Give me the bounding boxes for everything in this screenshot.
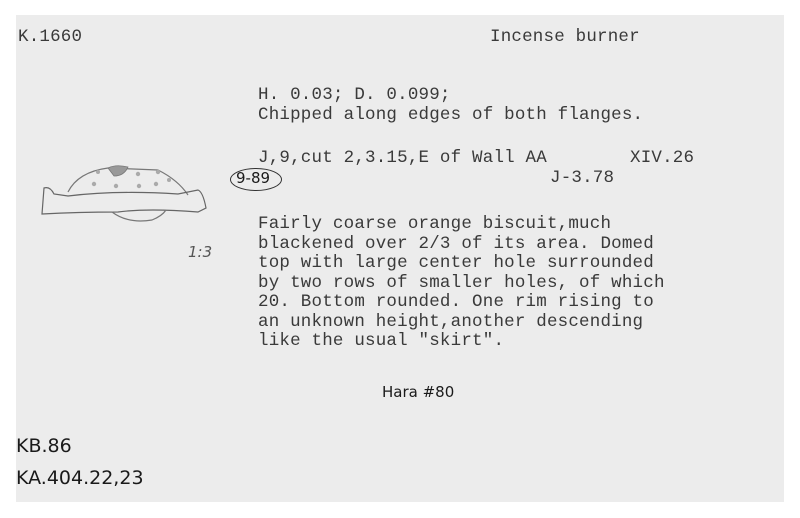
description-line: 20. Bottom rounded. One rim rising to bbox=[258, 292, 654, 312]
context-code: XIV.26 bbox=[630, 148, 695, 168]
catalog-number: K.1660 bbox=[18, 27, 83, 47]
findspot: J,9,cut 2,3.15,E of Wall AA bbox=[258, 148, 547, 168]
incense-burner-sketch-icon bbox=[28, 160, 218, 240]
description bbox=[258, 215, 665, 352]
description-line: blackened over 2/3 of its area. Domed bbox=[258, 233, 654, 254]
ref-ka: KA.404.22,23 bbox=[16, 467, 144, 489]
description-line: by two rows of smaller holes, of which bbox=[258, 272, 665, 293]
object-type: Incense burner bbox=[490, 27, 640, 47]
catalog-card bbox=[16, 15, 784, 502]
photo-ref: J-3.78 bbox=[550, 168, 615, 188]
description-line: Fairly coarse orange biscuit,much bbox=[258, 214, 612, 234]
dimensions: H. 0.03; D. 0.099; bbox=[258, 85, 451, 105]
condition: Chipped along edges of both flanges. bbox=[258, 105, 644, 125]
description-line: like the usual "skirt". bbox=[258, 331, 505, 351]
sketch-scale: 1:3 bbox=[188, 243, 213, 261]
handwritten-note: Hara #80 bbox=[382, 383, 455, 401]
description-line: top with large center hole surrounded bbox=[258, 253, 654, 273]
description-line: an unknown height,another descending bbox=[258, 311, 644, 332]
circled-number: 9-89 bbox=[236, 169, 271, 187]
ref-kb: KB.86 bbox=[16, 435, 72, 457]
